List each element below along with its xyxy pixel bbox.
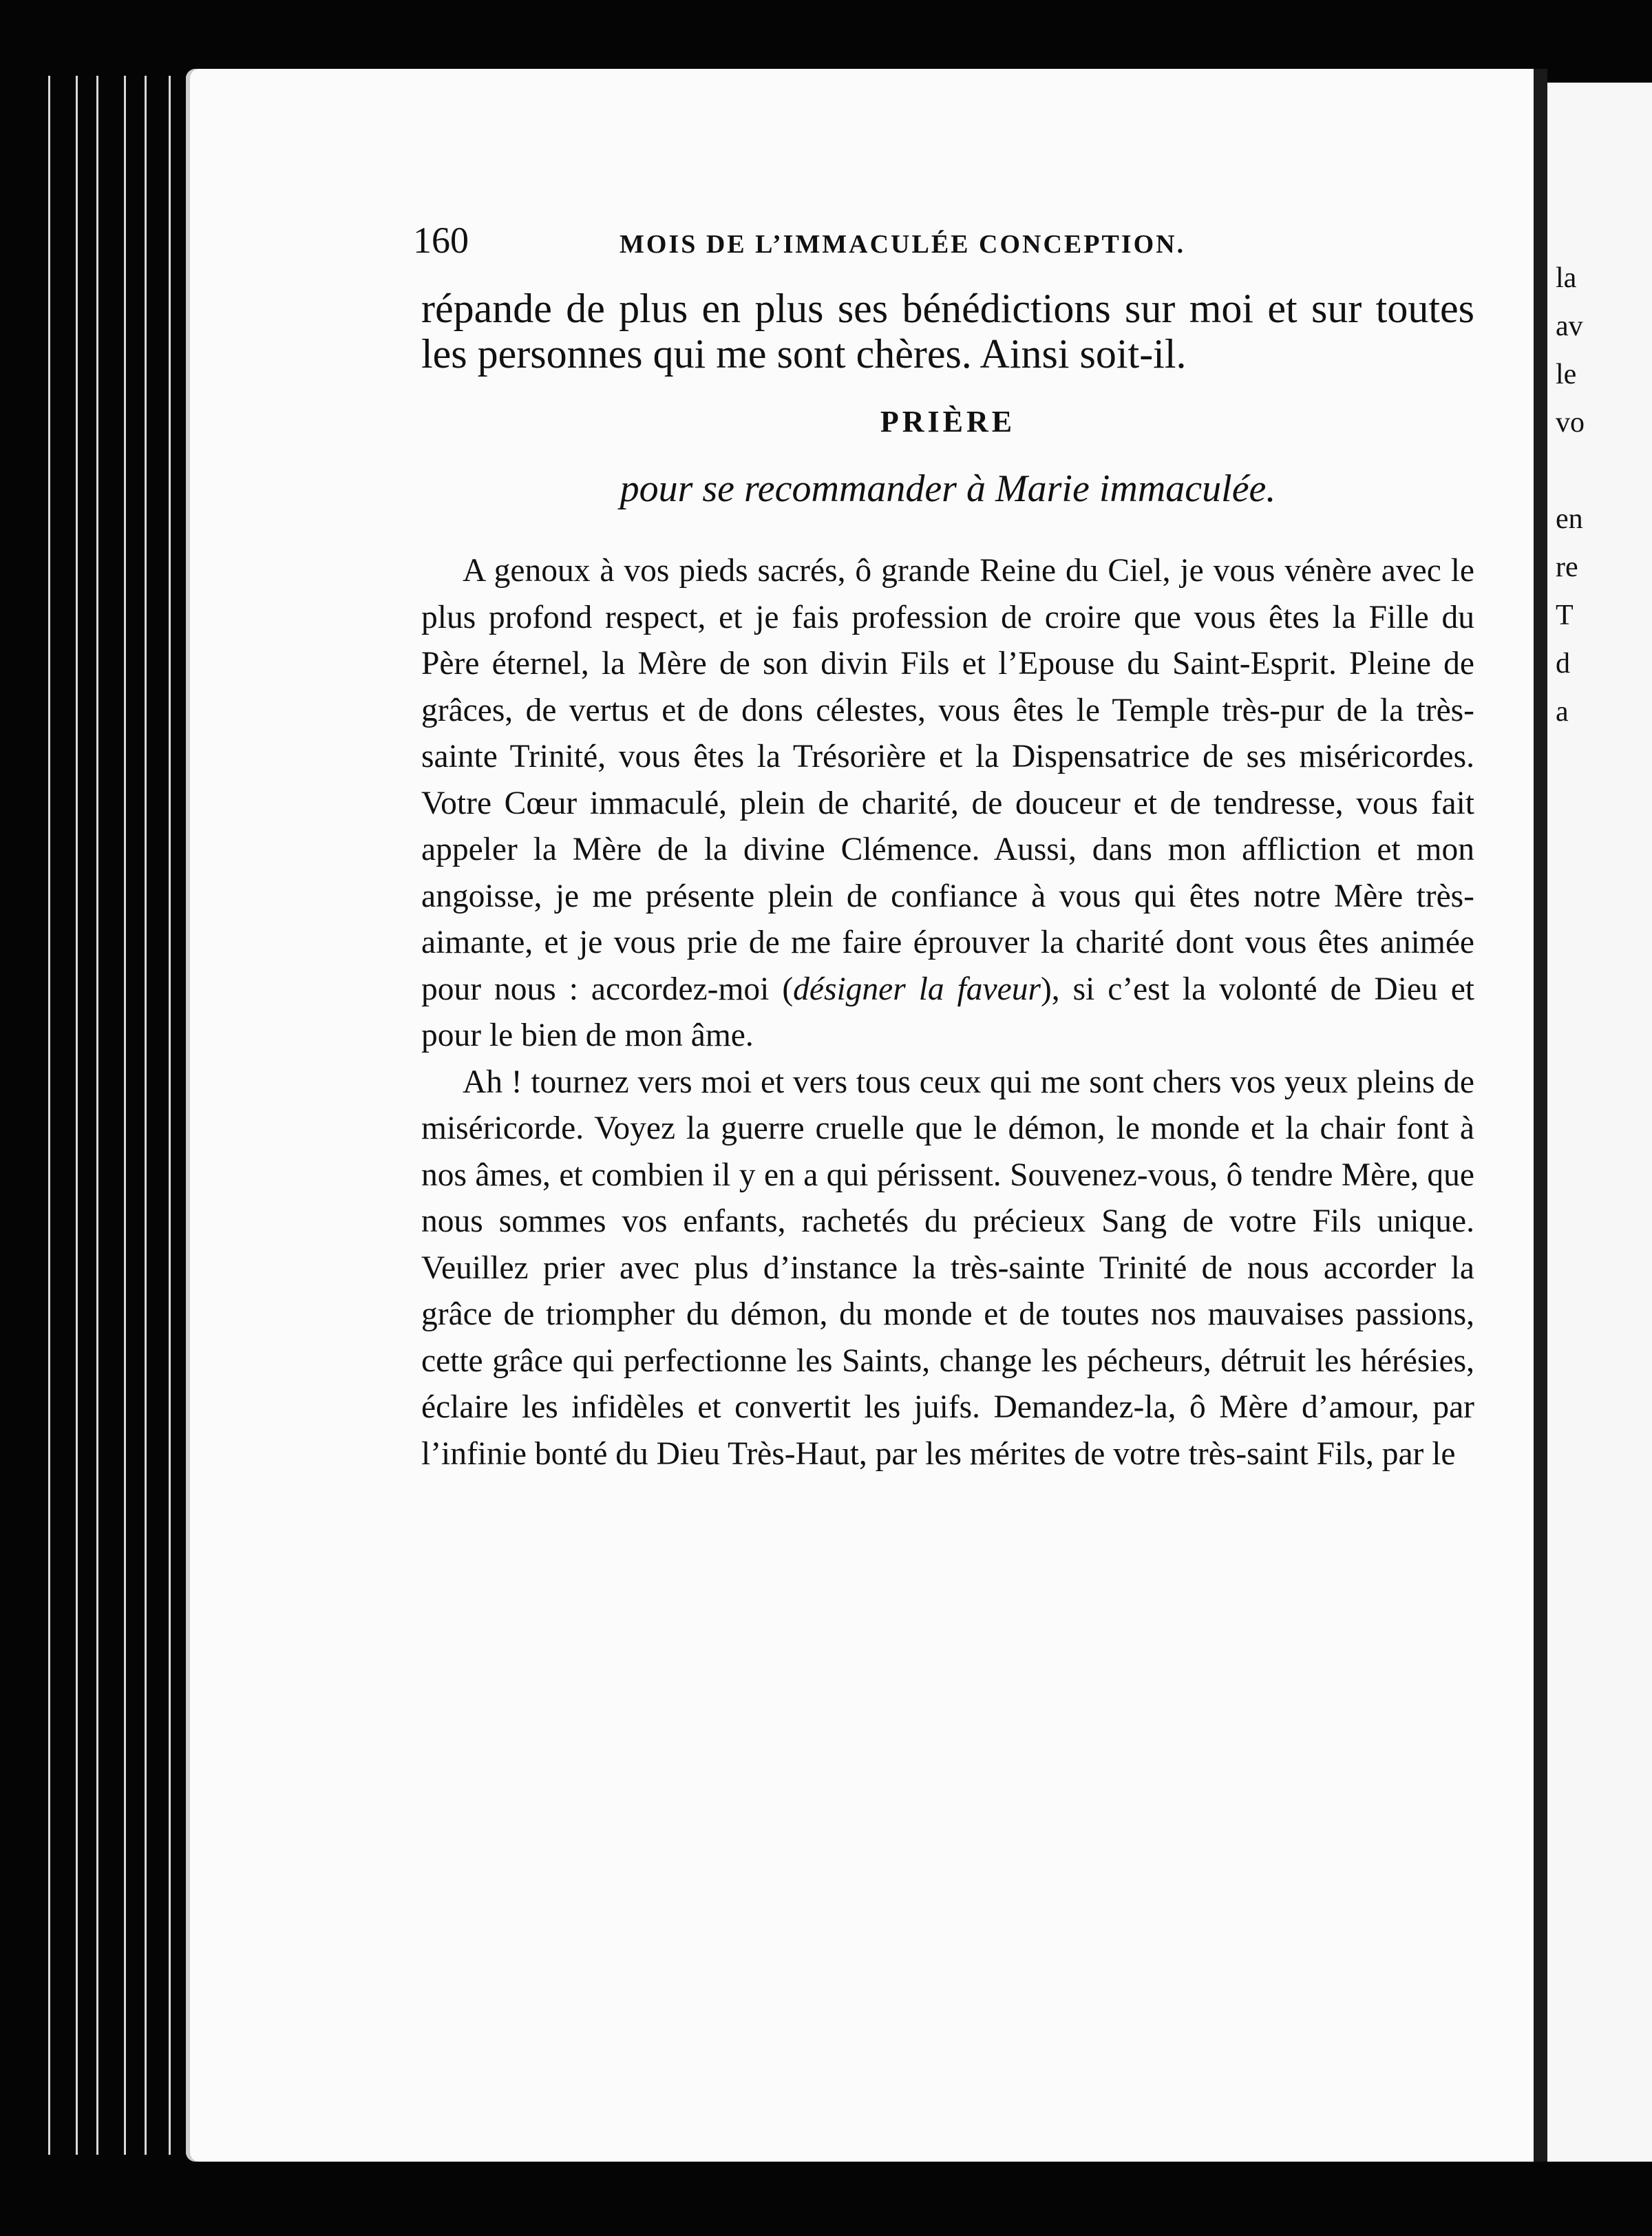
next-page-fragment: a (1556, 696, 1569, 728)
running-head-title: MOIS DE L’IMMACULÉE CONCEPTION. (620, 230, 1186, 259)
paragraph-italic-text: désigner la faveur (793, 971, 1041, 1007)
prayer-paragraph: Ah ! tournez vers moi et vers tous ceux qui me sont chers vos yeux pleins de miséricorde. Voyez la guerre cruelle que le démon, le monde et la chair font à nos âmes, et combien il y en a qui périssent. Souvenez-vous, ô tendre Mère, que nous sommes vos enfants, rachetés du précieux Sang de votre Fils unique. Veuillez prier avec plus d’instance la très-sainte Trinité de nous accorder la grâce de triompher du démon, du monde et de toutes nos mauvaises passions, cette grâce qui perfectionne les Saints, change les pécheurs, détruit les hérésies, éclaire les infidèles et convertit les juifs. Demandez-la, ô Mère d’amour, par l’infinie bonté du Dieu Très-Haut, par les mérites de votre très-saint Fils, par le (421, 1064, 1474, 1472)
book-gutter (1534, 69, 1547, 2162)
next-page-fragment: vo (1556, 407, 1585, 439)
paragraph-text: A genoux à vos pieds sacrés, ô grande Reine du Ciel, je vous vénère avec le plus profond respect, et je fais profession de croire que vous êtes la Fille du Père éternel, la Mère de son divin Fils et l’Epouse du Saint-Esprit. Pleine de grâces, de vertus et de dons célestes, vous êtes le Temple très-pur de la très-sainte Trinité, vous êtes la Trésorière et la Dispensatrice de ses miséricordes. Votre Cœur immaculé, plein de charité, de douceur et de tendresse, vous fait appeler la Mère de la divine Clémence. Aussi, dans mon affliction et mon angoisse, je me présente plein de confiance à vous qui êtes notre Mère très-aimante, et je vous prie de me faire éprouver la charité dont vous êtes animée pour nous : accordez-moi ( (421, 553, 1474, 1007)
running-head (413, 219, 1446, 262)
continuation-text: répande de plus en plus ses bénédictions sur moi et sur toutes les personnes qui me sont chères. Ainsi soit-il. (421, 286, 1474, 377)
page-number: 160 (413, 220, 469, 261)
prayer-subtitle: pour se recommander à Marie immaculée. (620, 467, 1276, 510)
next-page-fragment: av (1556, 310, 1583, 342)
next-page-fragment: d (1556, 648, 1570, 679)
next-page-fragment: en (1556, 503, 1583, 535)
paragraph-text: ), si c’est la volonté de Dieu et pour le bien de mon âme. (421, 971, 1474, 1053)
next-page-fragment: le (1556, 359, 1577, 390)
next-page-edge (1547, 83, 1652, 2162)
page-edges (48, 76, 193, 2155)
next-page-fragment: T (1556, 600, 1574, 631)
prayer-heading: PRIÈRE (880, 405, 1016, 439)
next-page-fragment: re (1556, 551, 1578, 583)
next-page-fragment: la (1556, 262, 1577, 294)
page-text (421, 286, 1474, 1477)
prayer-paragraph (421, 548, 1474, 1059)
